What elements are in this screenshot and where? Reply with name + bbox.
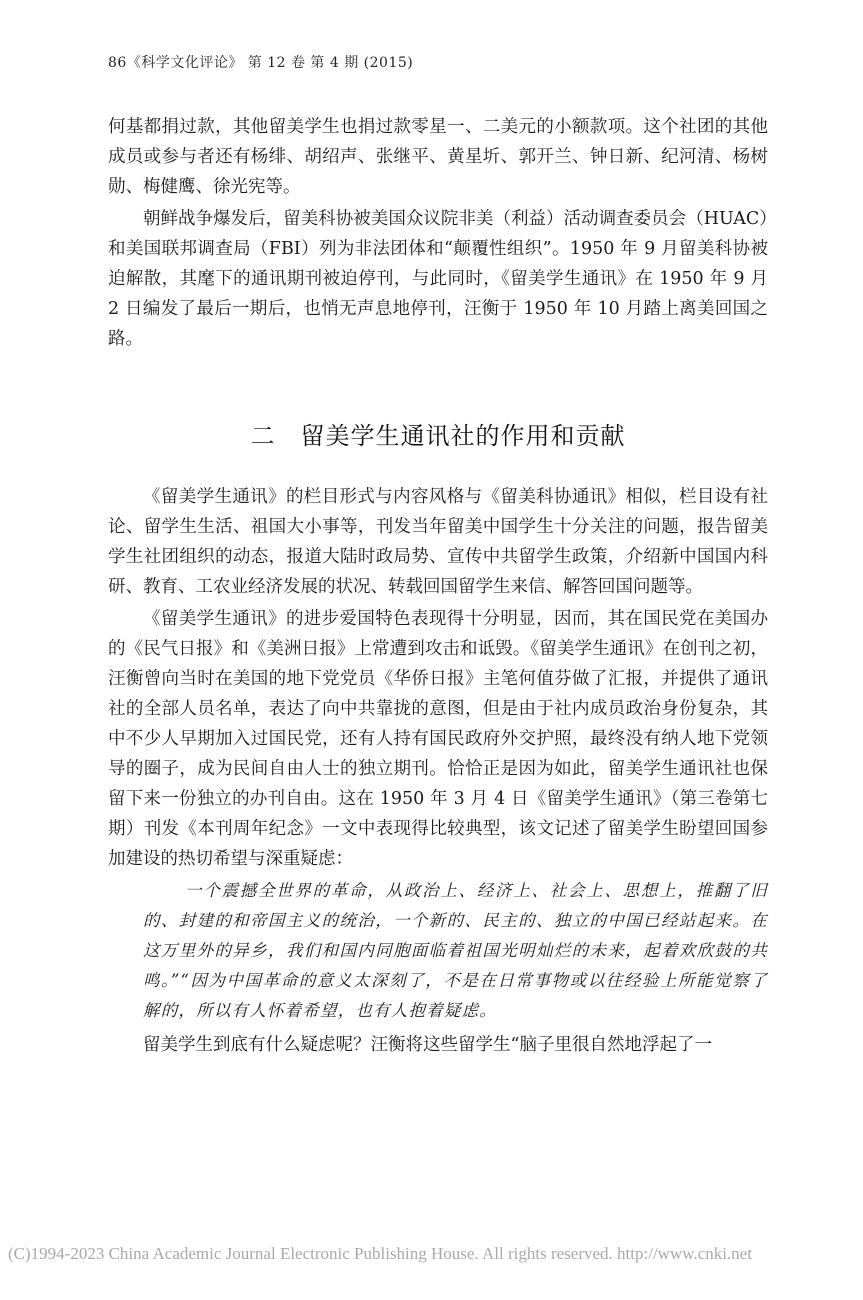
body-text-top bbox=[108, 112, 768, 356]
paragraph-korean-war: 朝鲜战争爆发后，留美科协被美国众议院非美（利益）活动调查委员会（HUAC）和美国联邦调查局（FBI）列为非法团体和“颠覆性组织”。1950 年 9 月留美科协被迫解散，其麾下的通讯期刊被迫停刊，与此同时，《留美学生通讯》在 1950 年 9 月 2 日编发了最后一期后，也悄无声息地停刊，汪衡于 1950 年 10 月踏上离美回国之路。 bbox=[108, 209, 768, 349]
paragraph-columns: 《留美学生通讯》的栏目形式与内容风格与《留美科协通讯》相似，栏目设有社论、留学生生活、祖国大小事等，刊发当年留美中国学生十分关注的问题，报告留美学生社团组织的动态，报道大陆时政局势、宣传中共留学生政策，介绍新中国国内科研、教育、工农业经济发展的状况、转载回国留学生来信、解答回国问题等。 bbox=[108, 487, 768, 597]
section-heading: 二 留美学生通讯社的作用和贡献 bbox=[250, 422, 626, 450]
block-quote: 一个震撼全世界的革命，从政治上、经济上、社会上、思想上，推翻了旧的、封建的和帝国主义的统治，一个新的、民主的、独立的中国已经站起来。在这万里外的异乡，我们和国内同胞面临着祖国光明灿烂的未来，起着欢欣鼓的共鸣。”“因为中国革命的意义太深刻了，不是在日常事物或以往经验上所能觉察了解的，所以有人怀着希望，也有人抱着疑虑。 bbox=[143, 881, 768, 1020]
paragraph-continued: 何基都捐过款，其他留美学生也捐过款零星一、二美元的小额款项。这个社团的其他成员或参与者还有杨绯、胡绍声、张继平、黄星圻、郭开兰、钟日新、纪河清、杨树勋、梅健鹰、徐光宪等。 bbox=[108, 117, 768, 197]
paragraph-patriotic: 《留美学生通讯》的进步爱国特色表现得十分明显，因而，其在国民党在美国办的《民气日报》和《美洲日报》上常遭到攻击和诋毁。《留美学生通讯》在创刊之初，汪衡曾向当时在美国的地下党党员《华侨日报》主笔何值芬做了汇报，并提供了通讯社的全部人员名单，表达了向中共靠拢的意图，但是由于社内成员政治身份复杂，其中不少人早期加入过国民党，还有人持有国民政府外交护照，最终没有纳人地下党领导的圈子，成为民间自由人士的独立期刊。恰恰正是因为如此，留美学生通讯社也保留下来一份独立的办刊自由。这在 1950 年 3 月 4 日《留美学生通讯》（第三卷第七期）刊发《本刊周年纪念》一文中表现得比较典型，该文记述了留美学生盼望回国参加建设的热切希望与深重疑虑： bbox=[108, 609, 768, 869]
paragraph-closing: 留美学生到底有什么疑虑呢？汪衡将这些留学生“脑子里很自然地浮起了一 bbox=[143, 1035, 712, 1055]
copyright-footer: (C)1994-2023 China Academic Journal Electronic Publishing House. All rights reserved. http://www.cnki.net bbox=[8, 1244, 752, 1263]
body-text-main bbox=[108, 482, 768, 1062]
running-header: 86《科学文化评论》 第 12 卷 第 4 期 (2015) bbox=[108, 55, 414, 71]
